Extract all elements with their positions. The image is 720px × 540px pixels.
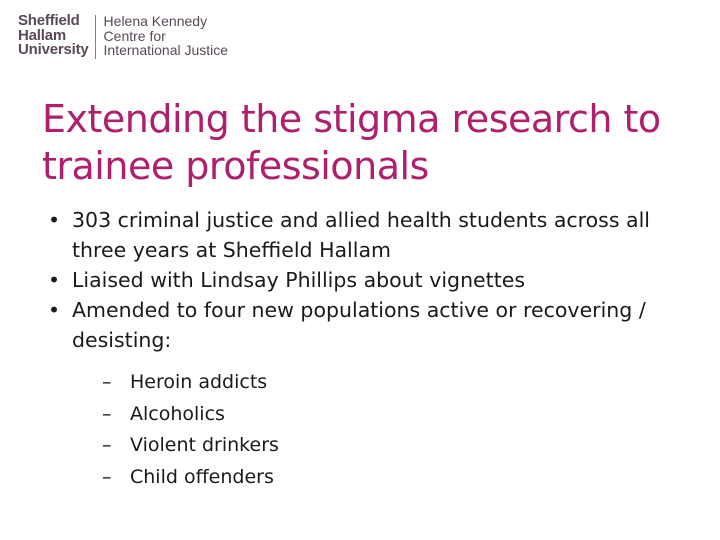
- university-name: [18, 14, 89, 58]
- sub-bullet-list: [72, 367, 684, 493]
- bullet-marker: •: [48, 268, 61, 292]
- sub-bullet-item: [102, 399, 684, 431]
- university-name-line: Sheffield: [18, 12, 80, 29]
- sub-bullet-text: Heroin addicts: [130, 371, 268, 393]
- sub-bullet-item: [102, 430, 684, 462]
- sub-bullet-text: Violent drinkers: [130, 434, 279, 456]
- bullet-marker: •: [48, 298, 61, 322]
- centre-name-line: Centre for: [103, 27, 166, 44]
- slide-title: Extending the stigma research to trainee professionals: [42, 97, 661, 188]
- sub-bullet-marker: –: [102, 402, 112, 425]
- bullet-list: [44, 205, 684, 493]
- university-logo: [18, 14, 228, 59]
- bullet-text: 303 criminal justice and allied health students across all three years at Sheffield Hallam: [72, 208, 651, 262]
- sub-bullet-text: Alcoholics: [130, 402, 225, 425]
- slide-body: [44, 205, 684, 493]
- bullet-item: [44, 295, 684, 493]
- university-name-line: Hallam: [18, 26, 66, 44]
- centre-name: [104, 14, 229, 58]
- bullet-marker: •: [48, 208, 61, 232]
- bullet-item: [44, 205, 684, 265]
- centre-name-line: International Justice: [103, 42, 229, 58]
- bullet-text: Amended to four new populations active or recovering / desisting:: [72, 298, 646, 352]
- logo-divider: [95, 15, 96, 59]
- bullet-item: [44, 265, 684, 295]
- sub-bullet-item: [102, 462, 684, 494]
- sub-bullet-marker: –: [102, 434, 112, 456]
- sub-bullet-marker: –: [102, 371, 112, 393]
- sub-bullet-item: [102, 367, 684, 399]
- university-name-line: University: [18, 41, 89, 58]
- centre-name-line: Helena Kennedy: [103, 13, 208, 29]
- sub-bullet-marker: –: [102, 465, 112, 488]
- sub-bullet-text: Child offenders: [130, 465, 274, 488]
- bullet-text: Liaised with Lindsay Phillips about vignettes: [72, 268, 526, 292]
